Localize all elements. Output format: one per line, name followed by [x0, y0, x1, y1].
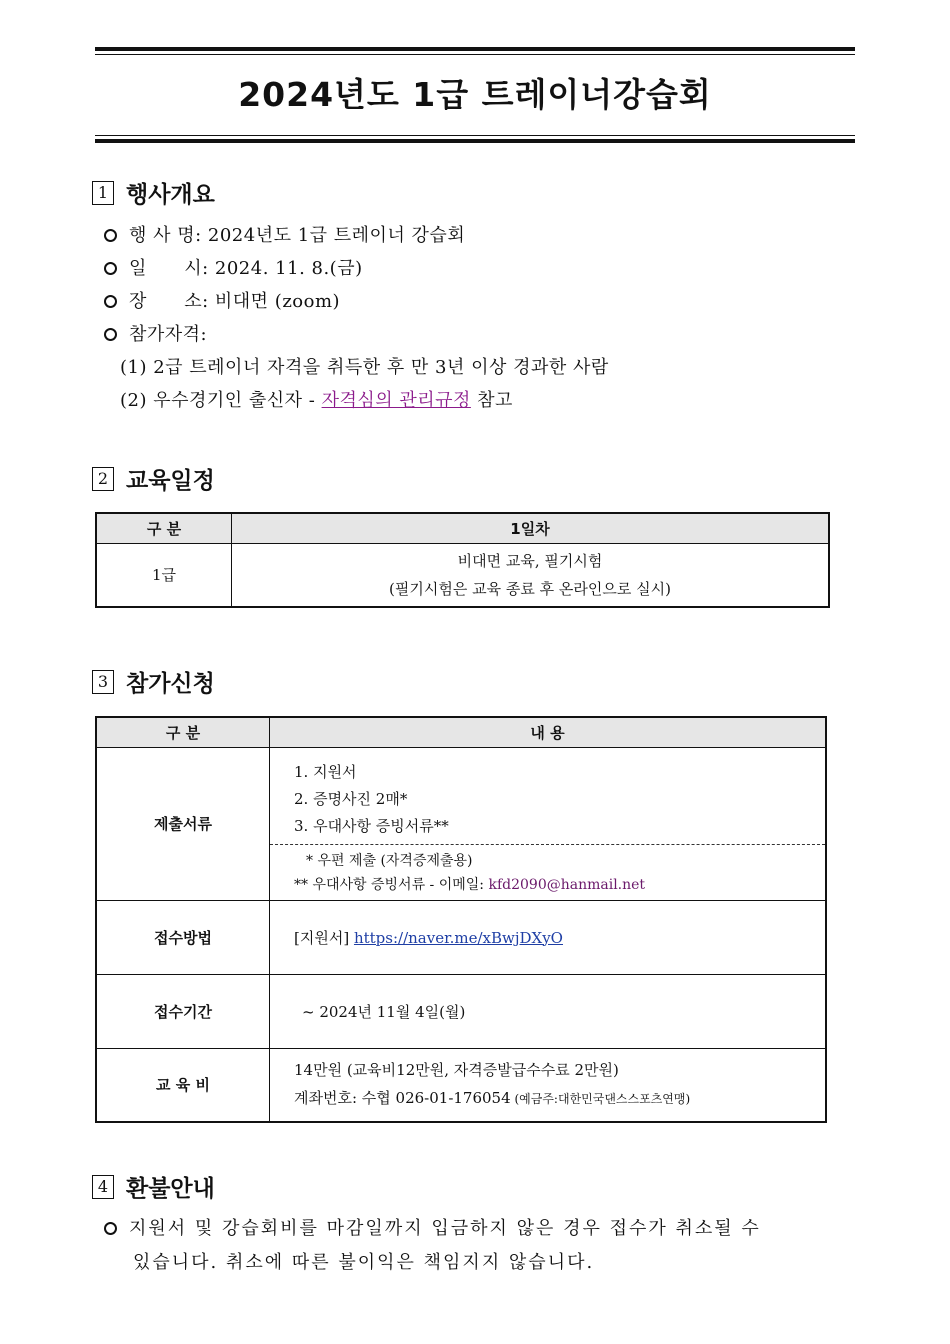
- qualification-item-2-suffix: 참고: [470, 390, 513, 411]
- account-holder: (예금주:대한민국댄스스포츠연맹): [510, 1092, 691, 1107]
- table-header-cell: 구 분: [96, 513, 232, 543]
- schedule-line-1: 비대면 교육, 필기시험: [457, 551, 603, 570]
- circle-bullet-icon: [104, 328, 117, 341]
- circle-bullet-icon: [104, 229, 117, 242]
- table-header-row: [96, 513, 829, 543]
- place-value: 비대면 (zoom): [214, 291, 341, 312]
- place-label: 장 소:: [129, 291, 209, 312]
- table-cell: [270, 747, 827, 900]
- section-title: 참가신청: [126, 671, 215, 697]
- docs-note-1: * 우편 제출 (자격증제출용): [306, 852, 473, 869]
- event-value: 2024년도 1급 트레이너 강습회: [207, 225, 466, 246]
- circle-bullet-icon: [104, 295, 117, 308]
- application-table: [95, 716, 827, 1123]
- fee-line-1: 14만원 (교육비12만원, 자격증발급수수료 2만원): [294, 1061, 619, 1080]
- table-cell: [270, 1048, 827, 1122]
- table-header-cell: 1일차: [232, 513, 830, 543]
- table-header-cell: 구 분: [96, 717, 270, 747]
- table-cell: ~ 2024년 11월 4일(월): [270, 974, 827, 1048]
- docs-note-2: [294, 873, 825, 897]
- table-row-label: 1급: [96, 543, 232, 607]
- table-cell: [232, 543, 830, 607]
- event-place-line: [104, 287, 340, 313]
- date-label: 일 시:: [129, 258, 209, 279]
- title-box: [95, 47, 855, 143]
- event-date-line: [104, 254, 363, 280]
- section-heading-refund: [92, 1170, 215, 1203]
- section-number: 4: [92, 1175, 114, 1199]
- docs-list: [270, 749, 825, 845]
- table-header-cell: 내 용: [270, 717, 827, 747]
- qualification-item-2-prefix: (2) 우수경기인 출신자 -: [120, 390, 322, 411]
- table-row-label: 제출서류: [96, 747, 270, 900]
- section-title: 행사개요: [126, 182, 215, 208]
- table-header-row: [96, 717, 826, 747]
- section-number: 1: [92, 181, 114, 205]
- application-form-link[interactable]: https://naver.me/xBwjDXyO: [353, 928, 563, 947]
- circle-bullet-icon: [104, 1222, 117, 1235]
- qualification-line: [104, 320, 207, 346]
- table-row: [96, 543, 829, 607]
- event-name-line: [104, 221, 465, 247]
- account-number: 계좌번호: 수협 026-01-176054: [294, 1089, 511, 1108]
- page-title: 2024년도 1급 트레이너강습회: [238, 75, 712, 114]
- schedule-line-2: (필기시험은 교육 종료 후 온라인으로 실시): [389, 579, 671, 598]
- section-number: 3: [92, 670, 114, 694]
- section-heading-overview: [92, 176, 215, 209]
- docs-note-2-prefix: ** 우대사항 증빙서류 - 이메일:: [294, 876, 489, 893]
- docs-notes: [270, 845, 825, 899]
- refund-line-2: 있습니다. 취소에 따른 불이익은 책임지지 않습니다.: [133, 1252, 595, 1273]
- table-row: [96, 974, 826, 1048]
- list-item: 2. 증명사진 2매*: [294, 789, 408, 808]
- section-heading-schedule: [92, 462, 215, 495]
- table-row: [96, 747, 826, 900]
- table-row: [96, 900, 826, 974]
- title-rule-bottom-thin: [95, 135, 855, 136]
- method-prefix: [지원서]: [294, 928, 354, 947]
- date-value: 2024. 11. 8.(금): [214, 258, 363, 279]
- section-heading-application: [92, 665, 215, 698]
- qualification-item-1: (1) 2급 트레이너 자격을 취득한 후 만 3년 이상 경과한 사람: [120, 357, 609, 378]
- title-rule-bottom: [95, 139, 855, 143]
- fee-line-2: [294, 1084, 824, 1113]
- table-row-label: 접수방법: [96, 900, 270, 974]
- qualification-item-2: [120, 386, 513, 412]
- section-number: 2: [92, 467, 114, 491]
- event-label: 행 사 명:: [129, 225, 202, 246]
- email-address[interactable]: kfd2090@hanmail.net: [488, 876, 646, 893]
- qualification-label: 참가자격:: [129, 324, 208, 345]
- section-title: 환불안내: [126, 1176, 215, 1202]
- list-item: 1. 지원서: [294, 762, 357, 781]
- list-item: 3. 우대사항 증빙서류**: [294, 816, 449, 835]
- schedule-table: [95, 512, 830, 608]
- regulation-link[interactable]: 자격심의 관리규정: [321, 390, 471, 411]
- table-row-label: 교 육 비: [96, 1048, 270, 1122]
- section-title: 교육일정: [126, 468, 215, 494]
- refund-line-1: [104, 1214, 761, 1240]
- table-row: [96, 1048, 826, 1122]
- table-cell: [270, 900, 827, 974]
- table-row-label: 접수기간: [96, 974, 270, 1048]
- circle-bullet-icon: [104, 262, 117, 275]
- refund-text-1: 지원서 및 강습회비를 마감일까지 입금하지 않은 경우 접수가 취소될 수: [129, 1218, 761, 1239]
